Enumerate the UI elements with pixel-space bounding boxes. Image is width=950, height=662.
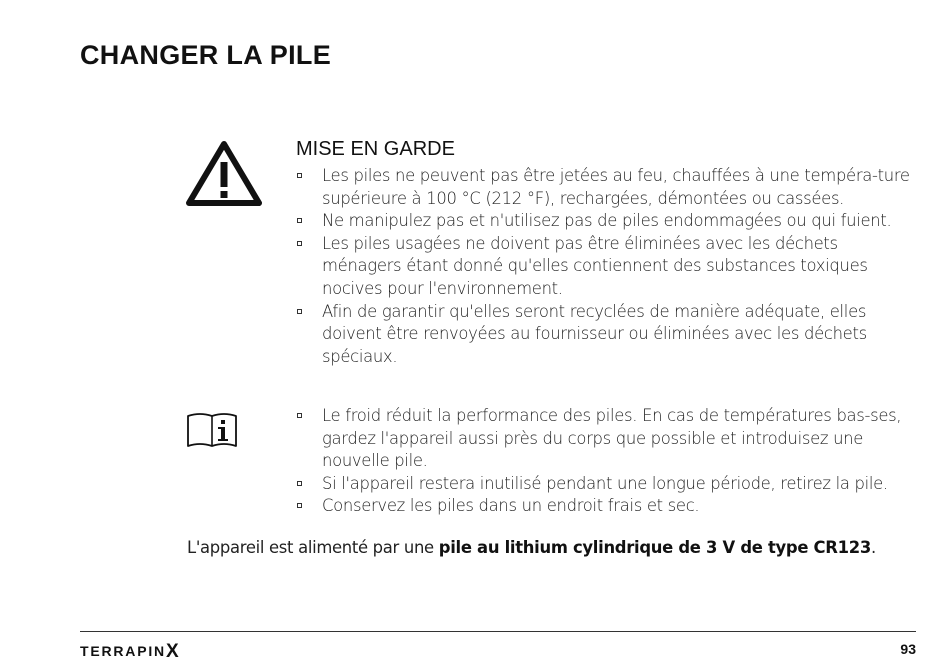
info-section — [296, 405, 916, 518]
list-item: Afin de garantir qu'elles seront recyclées de manière adéquate, elles doivent être renvoyées au fournisseur ou éliminées avec les déchets spéciaux. — [296, 301, 916, 369]
brand-logo: TERRAPINX — [80, 641, 179, 662]
list-item: Le froid réduit la performance des piles. En cas de températures bas-ses, gardez l'appareil aussi près du corps que possible et introduisez une nouvelle pile. — [296, 405, 916, 473]
bullet-icon — [297, 241, 302, 246]
list-item: Les piles ne peuvent pas être jetées au feu, chauffées à une tempéra-ture supérieure à 100 °C (212 °F), rechargées, démontées ou cassées. — [296, 165, 916, 210]
page-number: 93 — [900, 641, 916, 657]
bullet-icon — [297, 173, 302, 178]
bullet-icon — [297, 218, 302, 223]
bullet-icon — [297, 481, 302, 486]
warning-section — [296, 138, 916, 368]
warning-heading: MISE EN GARDE — [296, 138, 455, 160]
battery-spec-note: L'appareil est alimenté par une pile au lithium cylindrique de 3 V de type CR123. — [187, 538, 876, 557]
bullet-icon — [297, 503, 302, 508]
list-item: Ne manipulez pas et n'utilisez pas de piles endommagées ou qui fuient. — [296, 210, 916, 233]
battery-spec: pile au lithium cylindrique de 3 V de type CR123 — [438, 538, 871, 557]
list-item: Si l'appareil restera inutilisé pendant une longue période, retirez la pile. — [296, 473, 916, 496]
footer-divider — [80, 631, 916, 632]
warning-triangle-icon — [186, 140, 262, 206]
bullet-icon — [297, 413, 302, 418]
list-item: Les piles usagées ne doivent pas être éliminées avec les déchets ménagers étant donné qu'elles contiennent des substances toxiques nocives pour l'environnement. — [296, 233, 916, 301]
list-item: Conservez les piles dans un endroit frais et sec. — [296, 495, 916, 518]
info-list — [296, 405, 916, 518]
bullet-icon — [297, 309, 302, 314]
warning-list — [296, 165, 916, 368]
page-title: CHANGER LA PILE — [80, 40, 332, 70]
manual-info-icon — [186, 410, 238, 450]
